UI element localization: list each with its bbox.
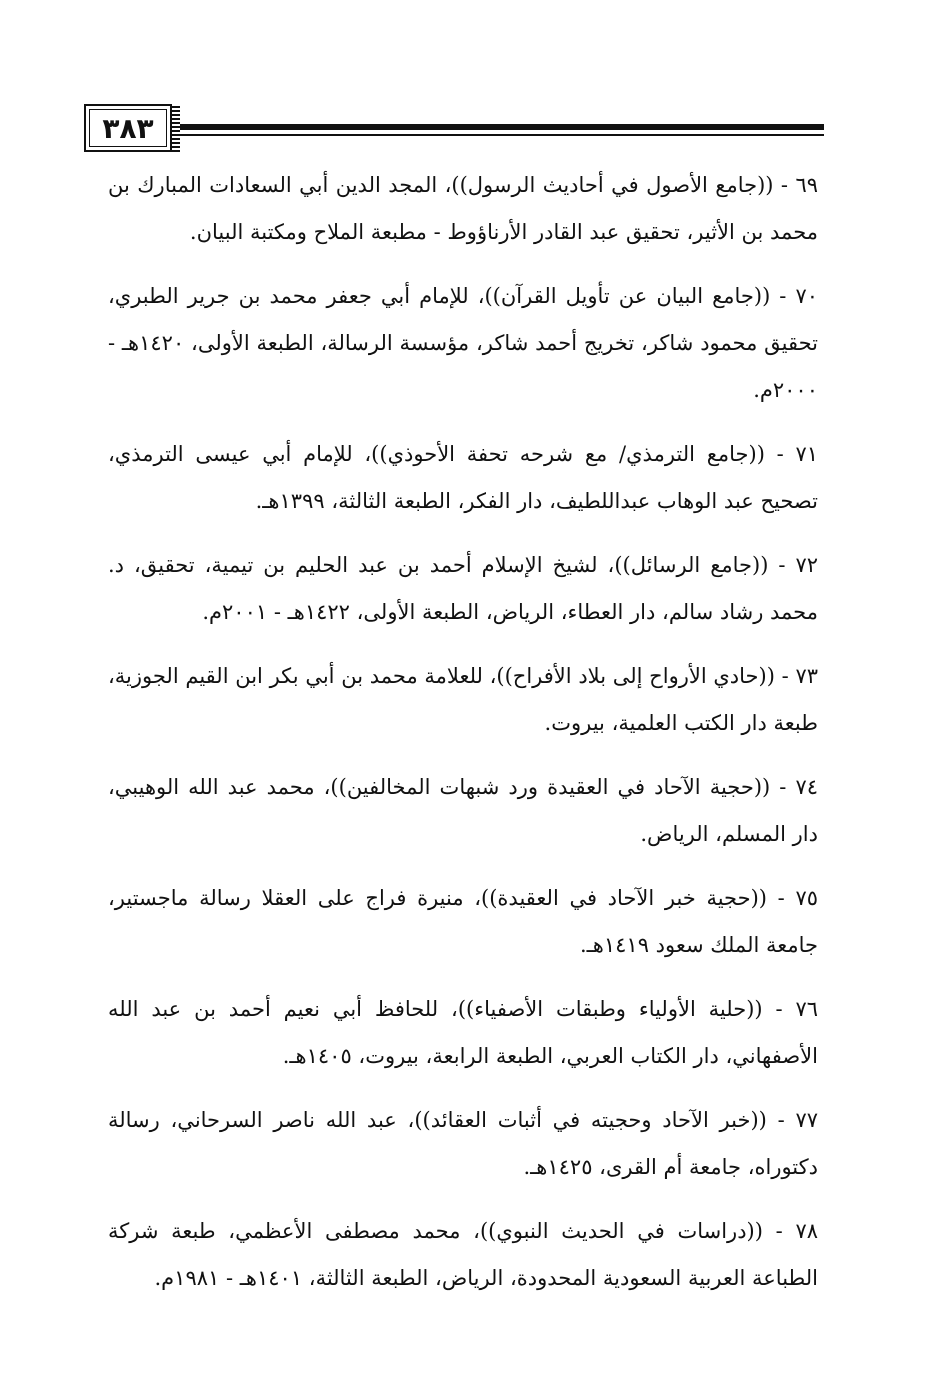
bibliography-list [108, 162, 818, 1319]
page-header [84, 104, 824, 156]
bibliography-entry-69: ٦٩ - ((جامع الأصول في أحاديث الرسول))، المجد الدين أبي السعادات المبارك بن محمد بن الأثير، تحقيق عبد القادر الأرناؤوط - مطبعة الملاح ومكتبة البيان. [108, 173, 818, 244]
bibliography-entry-70: ٧٠ - ((جامع البيان عن تأويل القرآن))، للإمام أبي جعفر محمد بن جرير الطبري، تحقيق محمود شاكر، تخريج أحمد شاكر، مؤسسة الرسالة، الطبعة الأولى، ١٤٢٠هـ - ٢٠٠٠م. [108, 284, 819, 402]
bibliography-entry-76: ٧٦ - ((حلية الأولياء وطبقات الأصفياء))، للحافظ أبي نعيم أحمد بن عبد الله الأصفهاني، دار الكتاب العربي، الطبعة الرابعة، بيروت، ١٤٠٥هـ. [108, 997, 818, 1068]
header-rule-thin [180, 134, 824, 136]
bibliography-entry-75: ٧٥ - ((حجية خبر الآحاد في العقيدة))، منيرة فراج على العقلا رسالة ماجستير، جامعة الملك سعود ١٤١٩هـ. [108, 886, 818, 957]
bibliography-entry-73: ٧٣ - ((حادي الأرواح إلى بلاد الأفراح))، للعلامة محمد بن أبي بكر ابن القيم الجوزية، طبعة دار الكتب العلمية، بيروت. [108, 664, 818, 735]
bibliography-entry-74: ٧٤ - ((حجية الآحاد في العقيدة ورد شبهات المخالفين))، محمد عبد الله الوهيبي، دار المسلم، الرياض. [108, 775, 818, 846]
bibliography-entry-71: ٧١ - ((جامع الترمذي/ مع شرحه تحفة الأحوذي))، للإمام أبي عيسى الترمذي، تصحيح عبد الوهاب عبداللطيف، دار الفكر، الطبعة الثالثة، ١٣٩٩هـ. [108, 442, 818, 513]
bibliography-entry-78: ٧٨ - ((دراسات في الحديث النبوي))، محمد مصطفى الأعظمي، طبعة شركة الطباعة العربية السعودية المحدودة، الرياض، الطبعة الثالثة، ١٤٠١هـ - ١٩٨١م. [108, 1219, 818, 1290]
bibliography-entry-77: ٧٧ - ((خبر الآحاد وحجيته في أثبات العقائد))، عبد الله ناصر السرحاني، رسالة دكتوراه، جامعة أم القرى، ١٤٢٥هـ. [108, 1108, 818, 1179]
page-number: ٣٨٣ [84, 104, 172, 152]
header-ornament [172, 104, 180, 152]
bibliography-entry-72: ٧٢ - ((جامع الرسائل))، لشيخ الإسلام أحمد بن عبد الحليم بن تيمية، تحقيق، د. محمد رشاد سالم، دار العطاء، الرياض، الطبعة الأولى، ١٤٢٢هـ - ٢٠٠١م. [108, 553, 818, 624]
header-rule [180, 124, 824, 130]
